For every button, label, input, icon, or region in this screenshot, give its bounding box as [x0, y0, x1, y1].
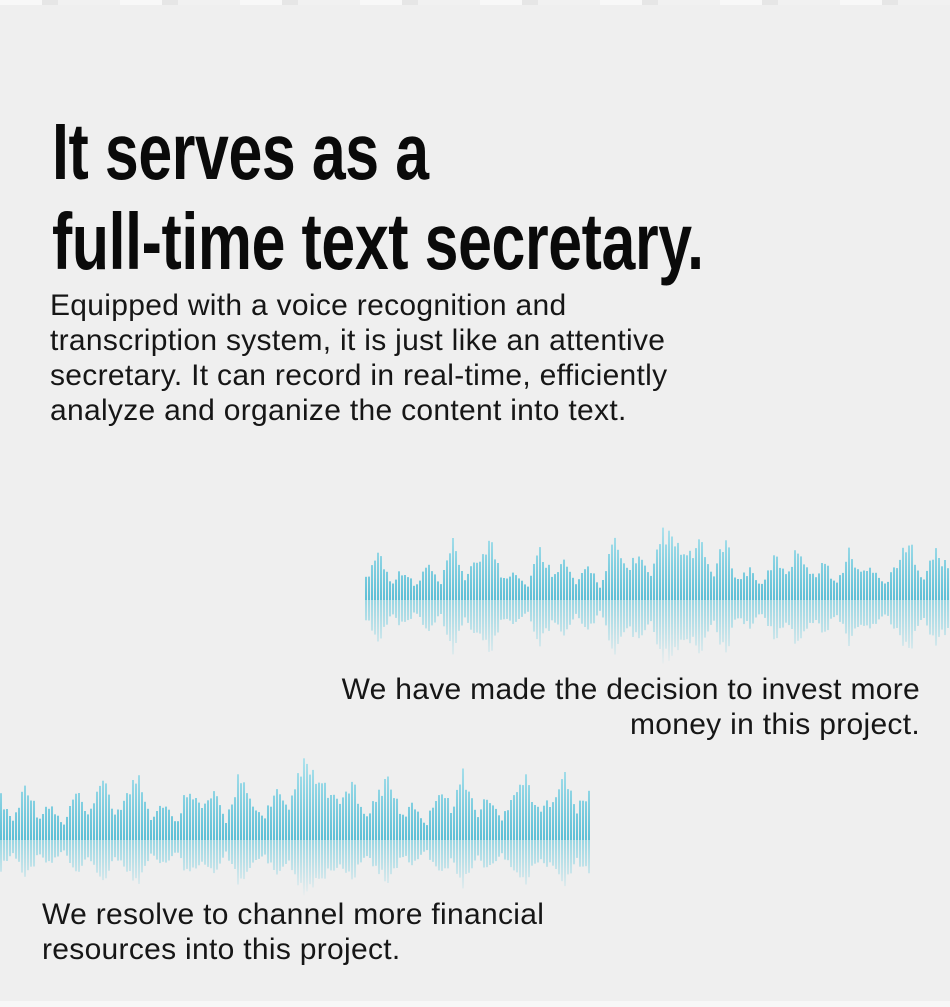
- caption-line: resources into this project.: [42, 933, 401, 966]
- description-paragraph: [50, 288, 667, 428]
- page-title: [52, 107, 704, 287]
- description-line: secretary. It can record in real-time, efficiently: [50, 359, 668, 392]
- description-line: Equipped with a voice recognition and: [50, 289, 567, 322]
- page-title-line-2: full-time text secretary.: [52, 197, 704, 286]
- transcription-caption-invest: [342, 672, 920, 742]
- caption-line: We resolve to channel more financial: [42, 898, 545, 931]
- audio-waveform-graphic-left: [0, 750, 592, 905]
- description-line: analyze and organize the content into text.: [50, 394, 627, 427]
- description-line: transcription system, it is just like an attentive: [50, 324, 666, 357]
- top-edge-artifact: [0, 0, 950, 5]
- caption-line: We have made the decision to invest more: [341, 673, 920, 706]
- page-title-line-1: It serves as a: [52, 107, 429, 196]
- audio-waveform-graphic-right: [365, 518, 950, 676]
- bottom-edge-artifact: [0, 1001, 950, 1007]
- transcription-caption-resolve: [42, 897, 544, 967]
- caption-line: money in this project.: [629, 708, 920, 741]
